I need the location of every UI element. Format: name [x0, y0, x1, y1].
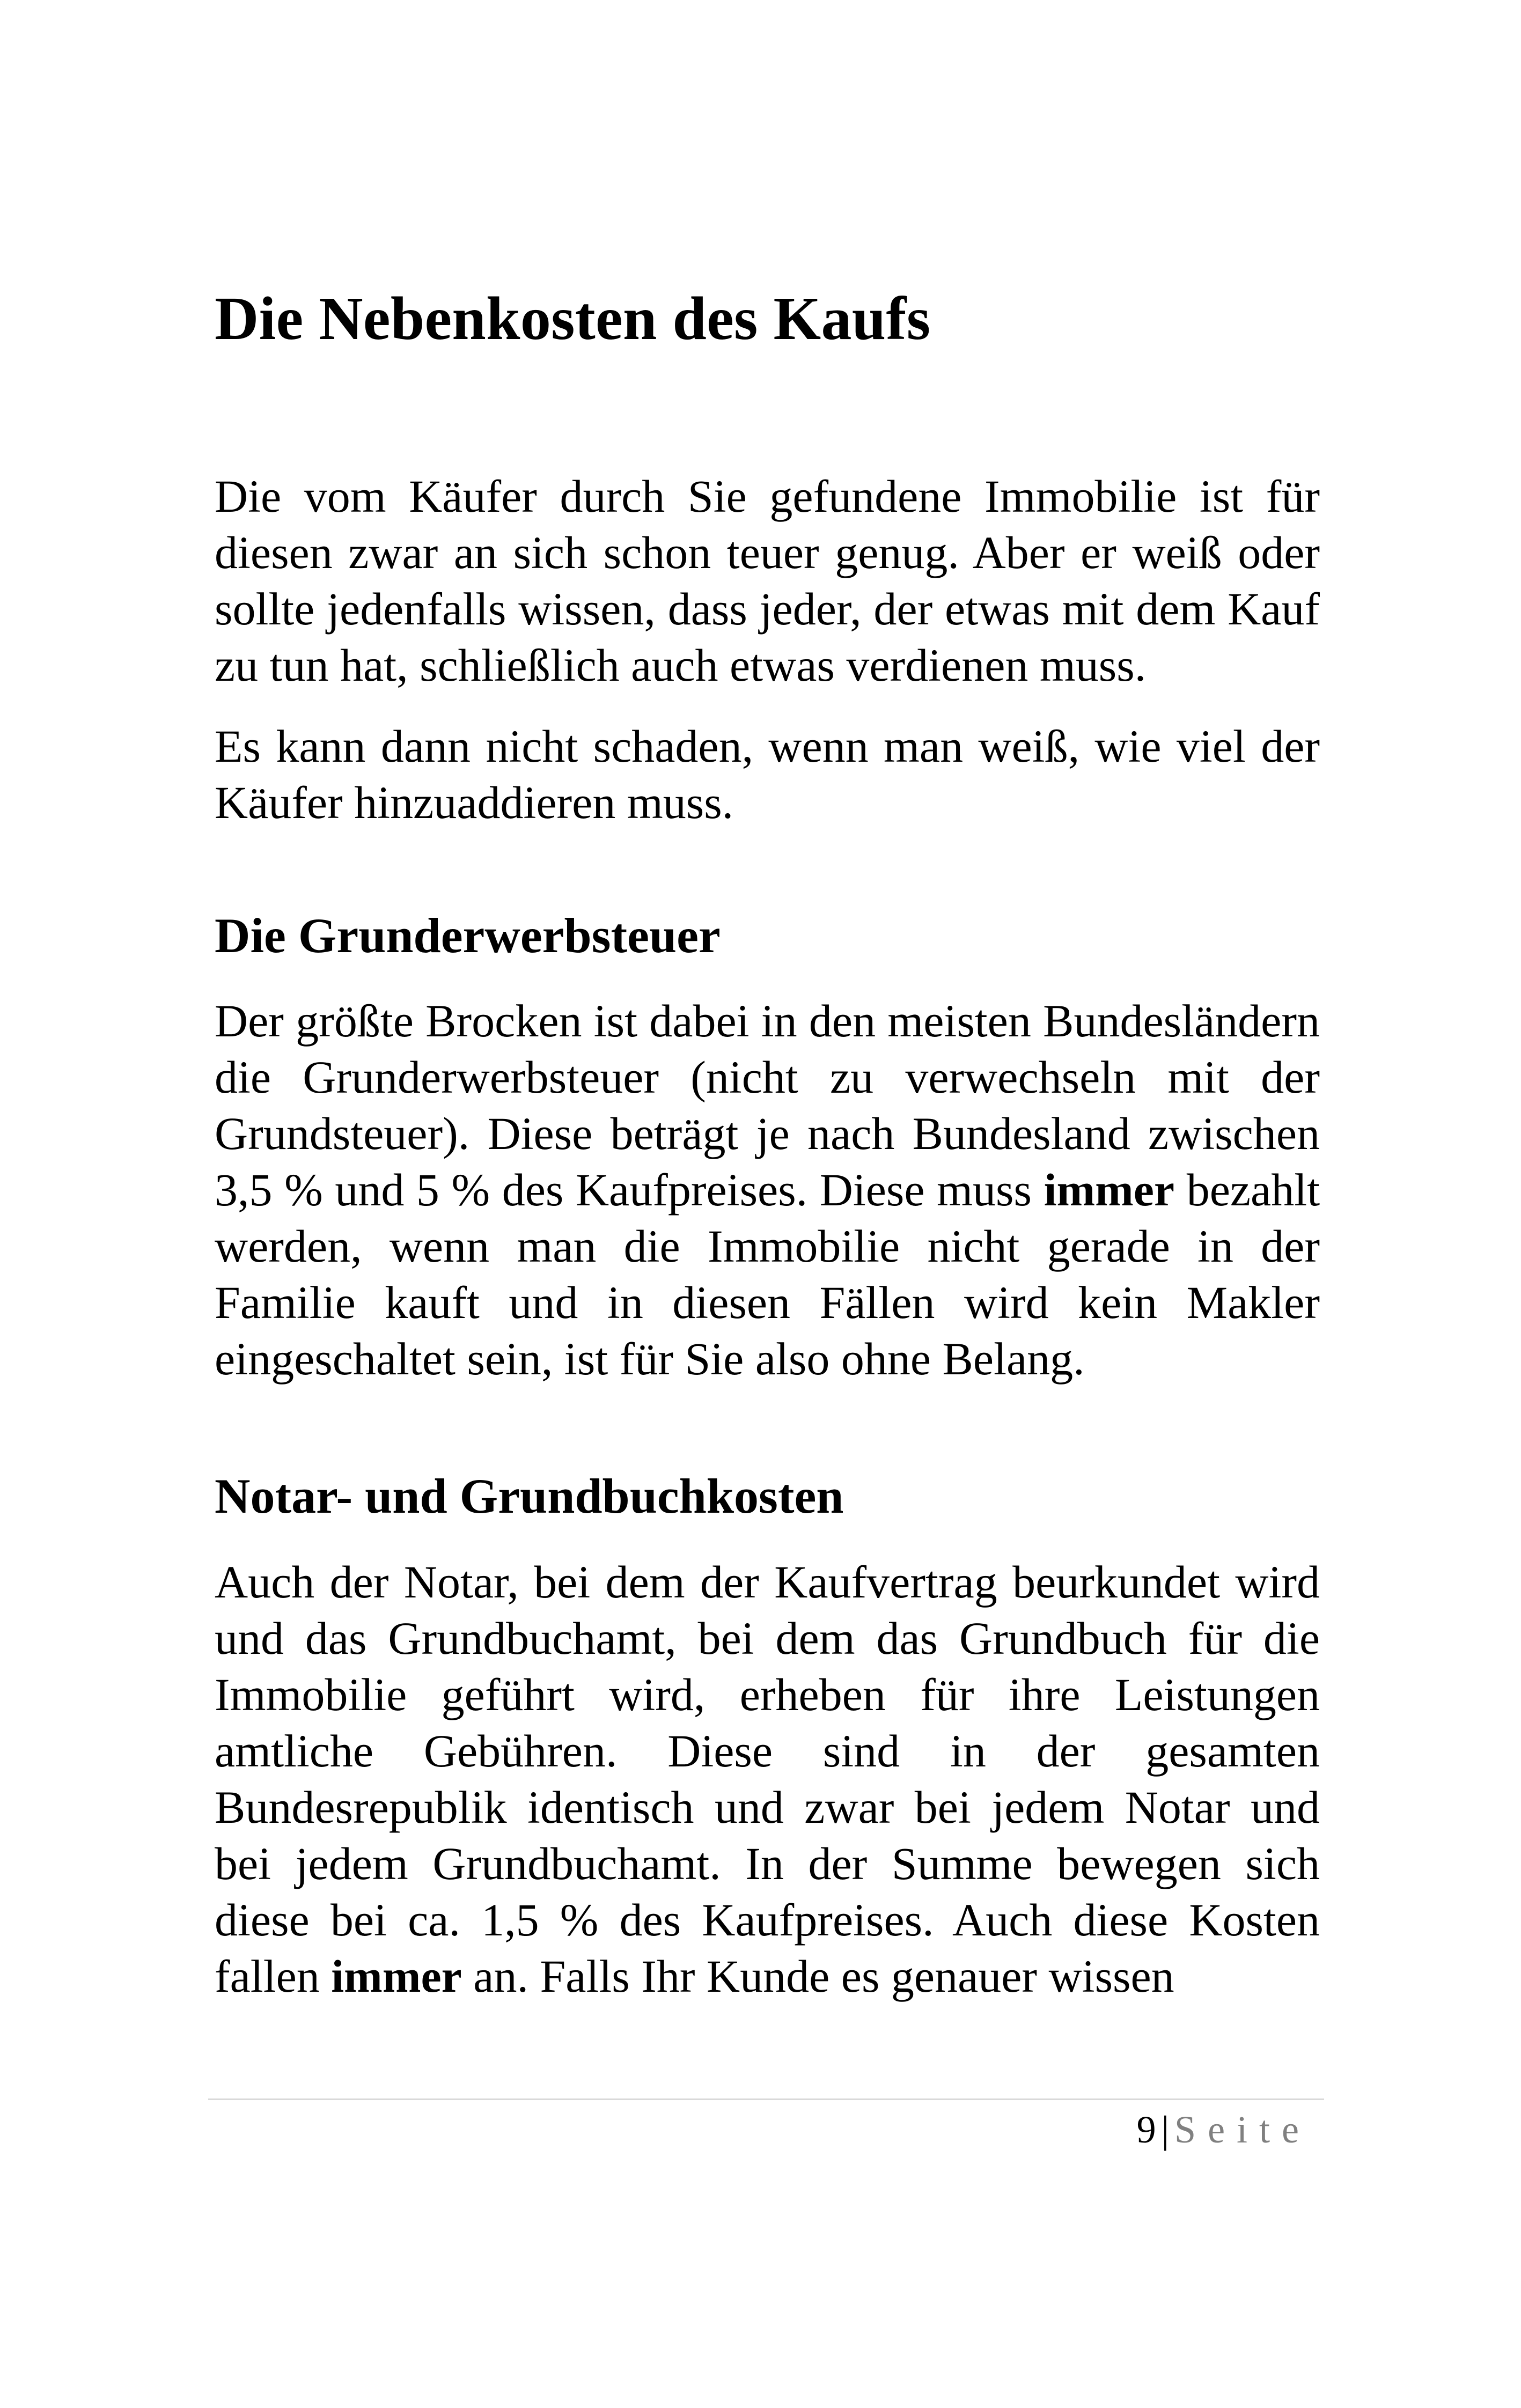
- paragraph-grunderwerbsteuer: [215, 993, 1320, 1387]
- paragraph-additional-costs: Es kann dann nicht schaden, wenn man weiß, wie viel der Käufer hinzuaddieren muss.: [215, 720, 1320, 828]
- section-heading-grunderwerbsteuer: Die Grunderwerbsteuer: [215, 908, 721, 963]
- emphasis-immer: immer: [331, 1950, 462, 2002]
- section-heading-notar-grundbuchkosten: Notar- und Grundbuchkosten: [215, 1469, 844, 1524]
- page-number: 9: [1136, 2108, 1156, 2151]
- footer-separator: |: [1161, 2108, 1170, 2151]
- paragraph-notar-text-2: an. Falls Ihr Kunde es genauer wissen: [461, 1950, 1174, 2002]
- page-footer: [1137, 2105, 1311, 2154]
- paragraph-grunderwerbsteuer-text-2: bezahlt werden, wenn man die Immobilie nicht gerade in der Familie kauft und in diesen Fällen wird kein Makler eingeschaltet sein, ist für Sie also ohne Belang.: [215, 1164, 1320, 1385]
- paragraph-grunderwerbsteuer-text-1: Der größte Brocken ist dabei in den meisten Bundesländern die Grunderwerbsteuer (nicht zu verwechseln mit der Grundsteuer). Diese beträgt je nach Bundesland zwischen 3,5 % und 5 % des Kaufpreises. Diese muss: [215, 995, 1320, 1216]
- paragraph-notar-grundbuchkosten: [215, 1554, 1320, 2005]
- emphasis-immer: immer: [1044, 1164, 1175, 1216]
- paragraph-intro: Die vom Käufer durch Sie gefundene Immobilie ist für diesen zwar an sich schon teuer genug. Aber er weiß oder sollte jedenfalls wissen, dass jeder, der etwas mit dem Kauf zu tun hat, schließlich auch etwas verdienen muss.: [215, 470, 1320, 691]
- page-title: Die Nebenkosten des Kaufs: [215, 284, 931, 352]
- paragraph-notar-text-1: Auch der Notar, bei dem der Kaufvertrag beurkundet wird und das Grundbuchamt, bei dem das Grundbuch für die Immobilie geführt wird, erheben für ihre Leistungen amtliche Gebühren. Diese sind in der gesamten Bundesrepublik identisch und zwar bei jedem Notar und bei jedem Grundbuchamt. In der Summe bewegen sich diese bei ca. 1,5 % des Kaufpreises. Auch diese Kosten fallen: [215, 1556, 1320, 2002]
- page-content: [215, 268, 1320, 2005]
- page-label: Seite: [1174, 2108, 1311, 2151]
- footer-divider: [208, 2098, 1324, 2100]
